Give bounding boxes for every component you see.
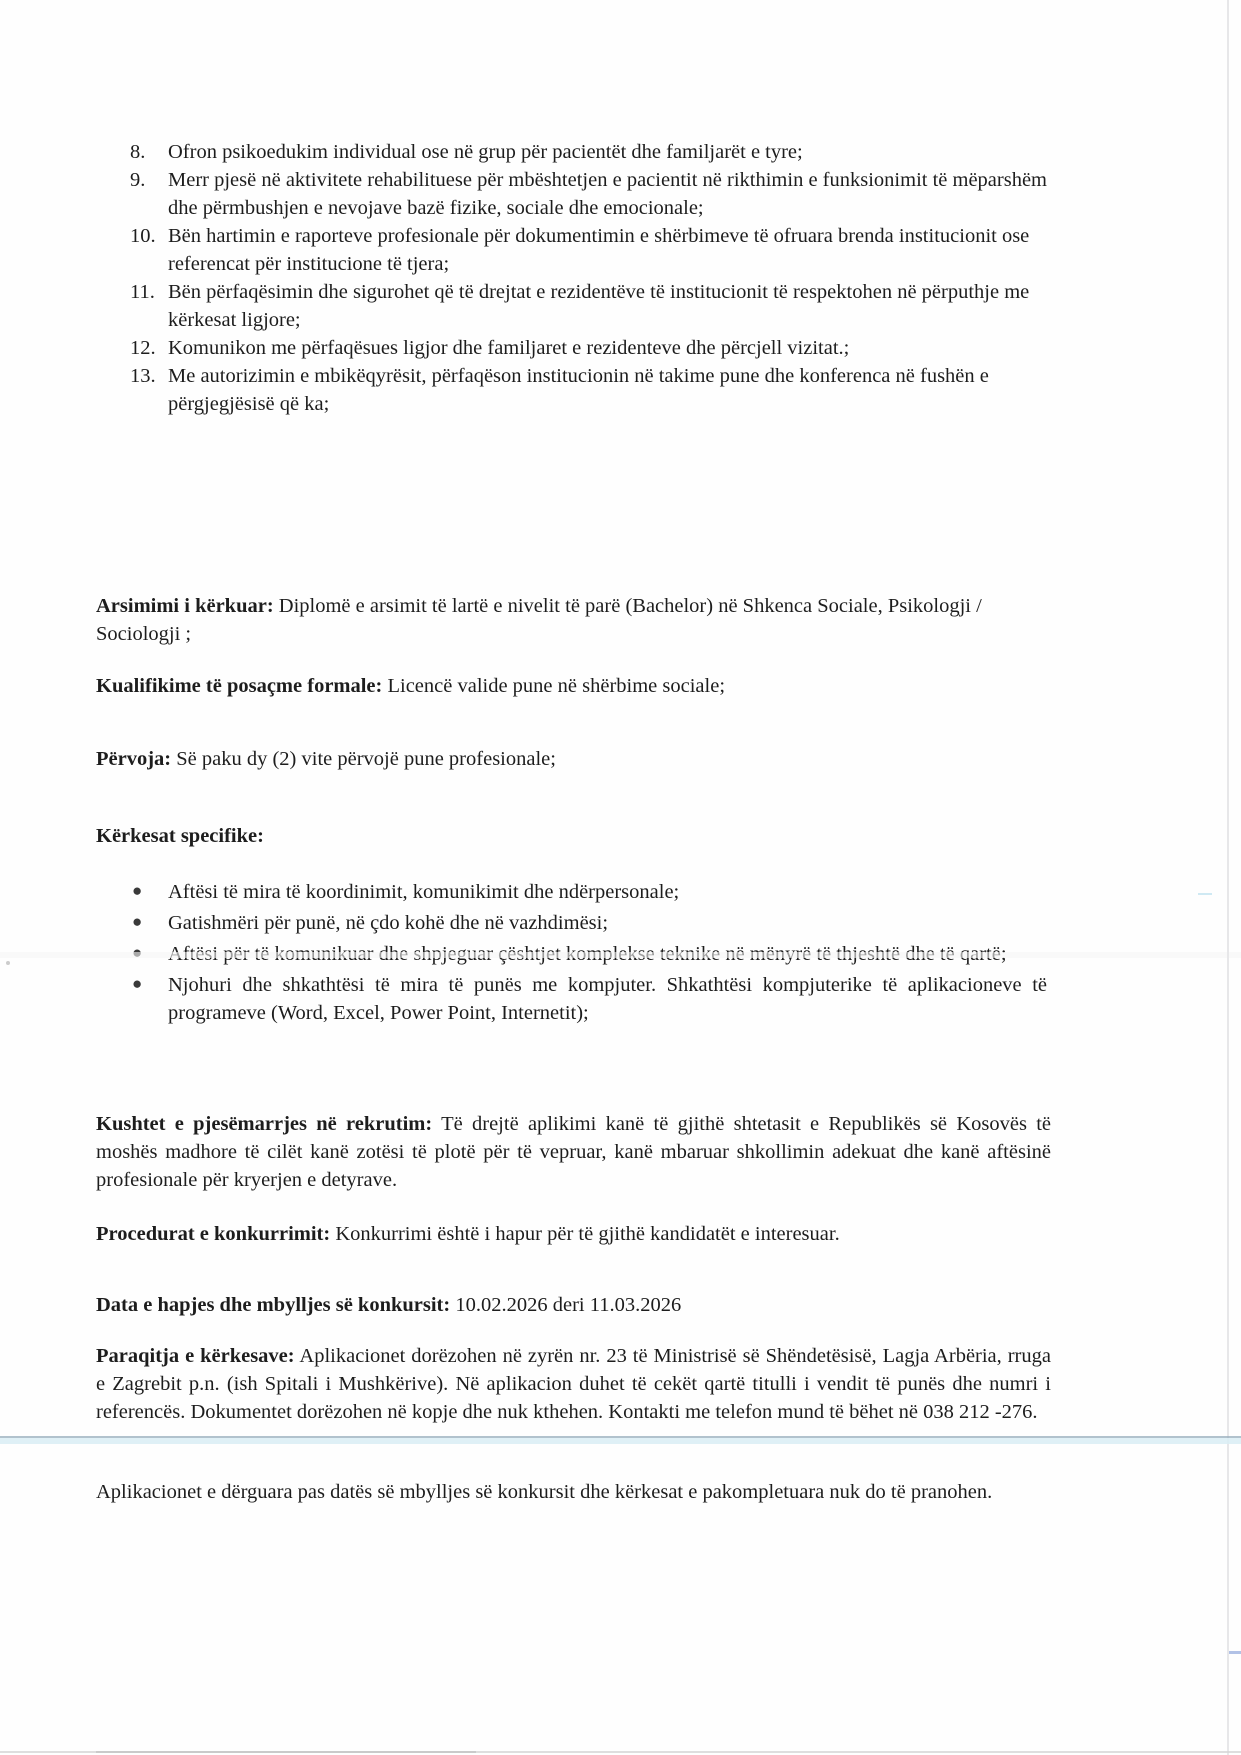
item-text: Komunikon me përfaqësues ligjor dhe familjaret e rezidenteve dhe përcjell vizitat.;: [168, 337, 850, 359]
item-number: 9.: [130, 169, 146, 191]
scan-vertical-line-artifact: [1227, 0, 1229, 1755]
item-number: 12.: [130, 337, 156, 359]
bullet-icon: ●: [132, 974, 143, 993]
item-text: Merr pjesë në aktivitete rehabilituese për mbështetjen e pacientit në rikthimin e funksionimit të mëparshëm dhe përmbushjen e nevojave bazë fizike, sociale dhe emocionale;: [168, 169, 1047, 219]
paragraph-kushtet: [96, 1110, 1051, 1194]
scan-line-edge: [0, 1436, 1241, 1438]
section-text: Licencë valide pune në shërbime sociale;: [387, 675, 726, 697]
paragraph-text: Aplikacionet e dërguara pas datës së mbylljes së konkursit dhe kërkesat e pakompletuara nuk do të pranohen.: [96, 1481, 993, 1503]
section-label: Përvoja:: [96, 748, 172, 770]
list-item: [130, 166, 1047, 222]
item-text: Ofron psikoedukim individual ose në grup për pacientët dhe familjarët e tyre;: [168, 141, 803, 163]
section-pervoja: [96, 745, 1051, 773]
scan-bottom-edge-dark-artifact: [96, 1751, 476, 1753]
item-text: Njohuri dhe shkathtësi të mira të punës me kompjuter. Shkathtësi kompjuterike të aplikacioneve të programeve (Word, Excel, Power Point, Internetit);: [168, 974, 1047, 1024]
list-item: [130, 909, 1047, 937]
section-arsimimi: [96, 592, 1051, 648]
list-item: [130, 278, 1047, 334]
paragraph-closing: [96, 1478, 1051, 1506]
scan-line-band: [0, 1438, 1241, 1444]
list-item: [130, 971, 1047, 1027]
paragraph-procedurat: [96, 1220, 1051, 1248]
scan-line-artifact: [0, 1436, 1241, 1445]
section-label: Arsimimi i kërkuar:: [96, 595, 274, 617]
item-number: 13.: [130, 365, 156, 387]
paragraph-text: Të drejtë aplikimi kanë të gjithë shtetasit e Republikës së Kosovës të moshës madhore të cilët kanë zotësi të plotë për të vepruar, kanë mbaruar shkollimin adekuat dhe kanë aftësinë profesionale për kryerjen e detyrave.: [96, 1113, 1051, 1191]
scan-cyan-tick-artifact: [1198, 893, 1212, 895]
paragraph-label: Paraqitja e kërkesave:: [96, 1345, 295, 1367]
paragraph-text: 10.02.2026 deri 11.03.2026: [455, 1294, 682, 1316]
list-item: [130, 222, 1047, 278]
scan-dot-artifact: [6, 961, 10, 965]
item-text: Gatishmëri për punë, në çdo kohë dhe në vazhdimësi;: [168, 912, 609, 934]
paragraph-text: Konkurrimi është i hapur për të gjithë kandidatët e interesuar.: [335, 1223, 840, 1245]
duties-numbered-list: [130, 138, 1047, 418]
list-item: [130, 138, 1047, 166]
paragraph-label: Procedurat e konkurrimit:: [96, 1223, 331, 1245]
list-item: [130, 362, 1047, 418]
bullet-icon: ●: [132, 912, 143, 931]
section-text: Së paku dy (2) vite përvojë pune profesionale;: [176, 748, 556, 770]
item-number: 8.: [130, 141, 146, 163]
item-text: Me autorizimin e mbikëqyrësit, përfaqëson institucionin në takime pune dhe konferenca në fushën e përgjegjësisë që ka;: [168, 365, 989, 415]
paragraph-data-konkursit: [96, 1291, 1051, 1319]
item-text: Bën hartimin e raporteve profesionale për dokumentimin e shërbimeve të ofruara brenda institucionit ose referencat për institucione të tjera;: [168, 225, 1030, 275]
bullet-icon: ●: [132, 881, 143, 900]
paragraph-paraqitja: [96, 1342, 1051, 1426]
section-kualifikime: [96, 672, 1051, 700]
paragraph-label: Data e hapjes dhe mbylljes së konkursit:: [96, 1294, 451, 1316]
section-label: Kërkesat specifike:: [96, 825, 264, 847]
section-text: Diplomë e arsimit të lartë e nivelit të parë (Bachelor) në Shkenca Sociale, Psikologji / Sociologji ;: [96, 595, 982, 645]
section-label: Kualifikime të posaçme formale:: [96, 675, 383, 697]
list-item: [130, 878, 1047, 906]
section-kerkesat-heading: [96, 822, 1051, 850]
scan-blue-tick-artifact: [1229, 1651, 1241, 1654]
paragraph-text: Aplikacionet dorëzohen në zyrën nr. 23 të Ministrisë së Shëndetësisë, Lagja Arbëria, rruga e Zagrebit p.n. (ish Spitali i Mushkërive). Në aplikacion duhet të cekët qartë titulli i vendit të punës dhe numri i referencës. Dokumentet dorëzohen në kopje dhe nuk kthehen. Kontakti me telefon mund të bëhet në 038 212 -276.: [96, 1345, 1051, 1423]
scan-band-artifact: [0, 952, 1241, 958]
paragraph-label: Kushtet e pjesëmarrjes në rekrutim:: [96, 1113, 433, 1135]
item-text: Bën përfaqësimin dhe sigurohet që të drejtat e rezidentëve të institucionit të respektohen në përputhje me kërkesat ligjore;: [168, 281, 1030, 331]
item-number: 11.: [130, 281, 155, 303]
item-number: 10.: [130, 225, 156, 247]
item-text: Aftësi të mira të koordinimit, komunikimit dhe ndërpersonale;: [168, 881, 680, 903]
list-item: [130, 334, 1047, 362]
